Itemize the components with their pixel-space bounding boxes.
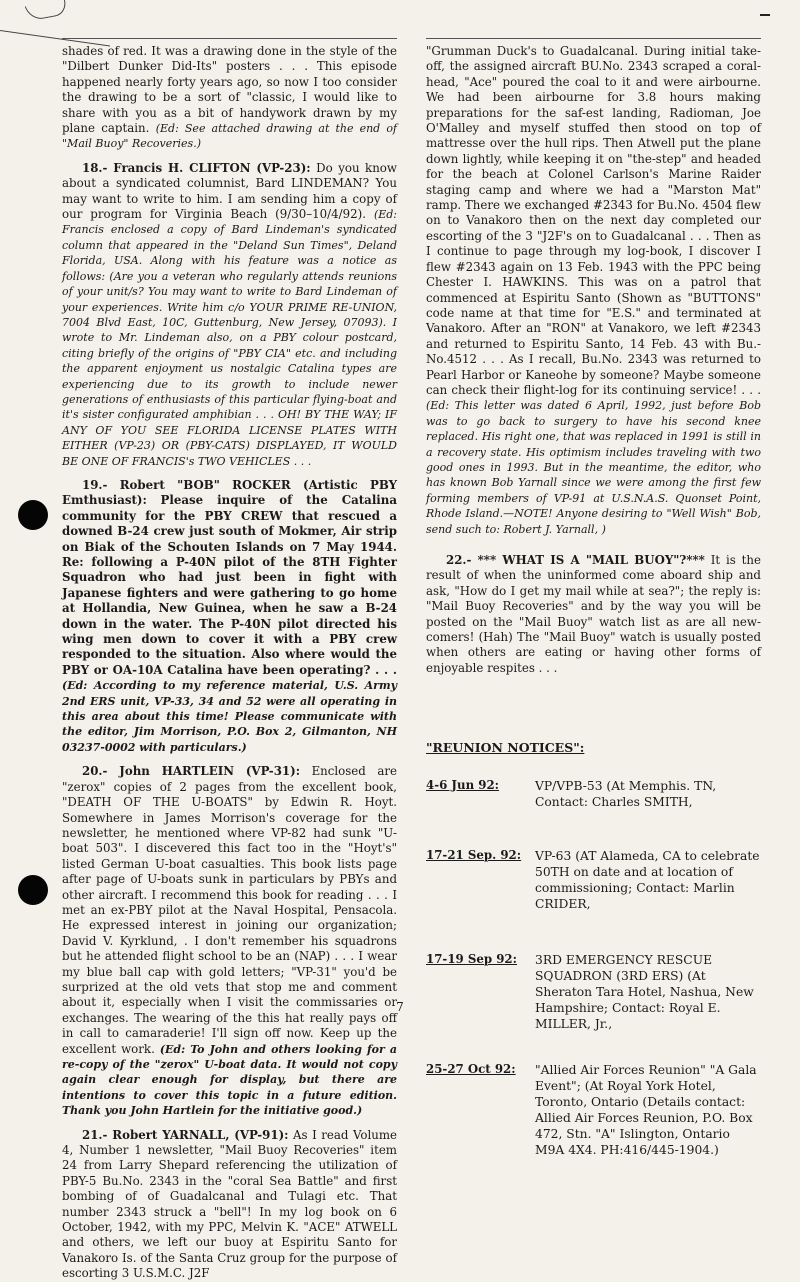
item-21: 21.- Robert YARNALL, (VP-91): As I read Volume 4, Number 1 newsletter, "Mail Buoy Recoveries" item 24 from Larry Shepard referencing the utilization of PBY-5 Bu.No. 2343 in the "coral Sea Battle" and first bombing of of Guadalcanal and Tulagi etc. That number 2343 struck a "bell"! In my log book on 6 October, 1942, with my PPC, Melvin K. "ACE" ATWELL and others, we left our buoy at Espiritu Santo for Vanakoro Is. of the Santa Cruz group for the purpose of escorting 3 U.S.M.C. J2F	[62, 1127, 398, 1281]
reunion-details: VP/VPB-53 (At Memphis. TN, Contact: Charles SMITH,	[535, 778, 717, 809]
reunion-details: "Allied Air Forces Reunion" "A Gala Event"; (At Royal York Hotel, Toronto, Ontario (Details contact: Allied Air Forces Reunion, P.O. Box 472, Stn. "A" Islington, Ontario M9A 4X4. PH:416/445-1904.)	[535, 1062, 757, 1157]
reunion-date: 17-21 Sep. 92:	[426, 847, 522, 862]
item-21-heading: 21.- Robert YARNALL, (VP-91):	[82, 1127, 289, 1142]
left-top-rule	[62, 38, 397, 39]
reunion-entry	[426, 952, 761, 1032]
editor-note: (Ed: To John and others looking for a re-copy of the "zerox" U-boat data. It would not copy again clear enough for display, but there are intentions to cover this topic in a future edition. Thank you John Hartlein for the initiative good.)	[62, 1042, 398, 1118]
item-20: 20.- John HARTLEIN (VP-31): Enclosed are "zerox" copies of 2 pages from the excellent book, "DEATH OF THE U-BOATS" by Edwin R. Hoyt. Somewhere in James Morrison's coverage for the newsletter, he mentioned where VP-82 had sunk "U-boat 503". I discevered this fact too in the "Hoyt's" listed German U-boat casualties. This book lists page after page of U-boats sunk in particulars by PBYs and other aircraft. I recommend this book for reading . . . I met an ex-PBY pilot at the Naval Hospital, Pensacola. He expressed interest in joining our organization; David V. Kyrklund, . I don't remember his squadrons but he attended flight school to be an (NAP) . . . I wear my blue ball cap with gold letters; "VP-31" you'd be surprized at the old vets that stop me and comment about it, especially when I visit the commissaries or exchanges. The wearing of the this hat really pays off in call to camaraderie! I'll sign off now. Keep up the excellent work. (Ed: To John and others looking for a re-copy of the "zerox" U-boat data. It would not copy again clear enough for display, but there are intentions to cover this topic in a future edition. Thank you John Hartlein for the initiative good.)	[62, 764, 398, 1118]
reunion-date: 4-6 Jun 92:	[426, 777, 500, 792]
item-21-continued: "Grumman Duck's to Guadalcanal. During initial take-off, the assigned aircraft BU.No. 2343 scraped a coral-head, "Ace" poured the coal to it and were airbourne. We had been airbourne for 3.8 hours making preparations for the saf-est landing, Radioman, Joe O'Malley and myself stuffed then stood on top of mattresse over the hull rips. Then Atwell put the plane down lightly, while keeping it on "the-step" and headed for the beach at Colonel Carlson's Marine Raider staging camp and where we had a "Marston Mat" ramp. There we exchanged #2343 for Bu.No. 4504 flew on to Vanakoro then on the next day completed our escorting of the 3 "J2F's on to Guadalcanal . . . Then as I continue to page through my log-book, I discover I flew #2343 again on 13 Feb. 1943 with the PPC being Chester I. HAWKINS. This was on a patrol that commenced at Espiritu Santo (Shown as "BUTTONS" code name at that time for "E.S." and terminated at Vanakoro. After an "RON" at Vanakoro, we left #2343 and returned to Espiritu Santo, 14 Feb. 43 with Bu.-No.4512 . . . As I recall, Bu.No. 2343 was returned to Pearl Harbor or Kaneohe by someone? Maybe someone can check their flight-log for its continuing service! . . . (Ed: This letter was dated 6 April, 1992, just before Bob was to go back to surgery to have his second knee replaced. His right one, that was replaced in 1991 is still in a recovery state. His optimism includes traveling with two good ones in 1993. But in the meantime, the editor, who has known Bob Yarnall since we were among the first few forming members of VP-91 at U.S.N.A.S. Quonset Point, Rhode Island.—NOTE! Anyone desiring to "Well Wish" Bob, send such to: Robert J. Yarnall, )	[426, 44, 761, 536]
reunion-entry	[426, 778, 761, 810]
intro-paragraph: shades of red. It was a drawing done in the style of the "Dilbert Dunker Did-Its" posters . . . This episode happened nearly forty years ago, so now I too consider the drawing to be a sort of "classic, I would like to share with you as a bit of handywork drawn by my plane captain. (Ed: See attached drawing at the end of "Mail Buoy" Recoveries.)	[62, 44, 398, 151]
item-22: 22.- *** WHAT IS A "MAIL BUOY"?*** It is the result of when the uninformed come aboard ship and ask, "How do I get my mail while at sea?"; the reply is: "Mail Buoy Recoveries" and by the way you will be posted on the "Mail Buoy" watch list as are all new-comers! (Hah) The "Mail Buoy" watch is usually posted when others are eating or having other forms of enjoyable respites . . .	[426, 553, 761, 675]
editor-note: (Ed: See attached drawing at the end of "Mail Buoy" Recoveries.)	[62, 122, 398, 151]
punch-hole-bottom	[18, 875, 48, 905]
reunion-date: 17-19 Sep 92:	[426, 951, 517, 966]
item-19-heading: 19.- Robert "BOB" ROCKER (Artistic PBY Emthusiast):	[62, 477, 397, 508]
reunion-entry	[426, 1062, 761, 1158]
item-18-heading: 18.- Francis H. CLIFTON (VP-23):	[82, 160, 311, 175]
reunion-entry	[426, 848, 761, 912]
corner-dash	[760, 14, 770, 16]
item-19: 19.- Robert "BOB" ROCKER (Artistic PBY Emthusiast): Please inquire of the Catalina community for the PBY CREW that rescued a downed B-24 crew just south of Mokmer, Air strip on Biak of the Schouten Islands on 7 May 1944. Re: following a P-40N pilot of the 8TH Fighter Squadron who had just been in fight with Japanese fighters and were gathering to go home at Hollandia, New Guinea, when he saw a B-24 down in the water. The P-40N pilot directed his wing men down to cover it with a PBY crew responded to the situation. Also where would the PBY or OA-10A Catalina have been operating? . . . (Ed: According to my reference material, U.S. Army 2nd ERS unit, VP-33, 34 and 52 were all operating in this area about this time! Please communicate with the editor, Jim Morrison, P.O. Box 2, Gilmanton, NH 03237-0002 with particulars.)	[62, 477, 398, 754]
left-column	[62, 44, 397, 1282]
editor-note: (Ed: This letter was dated 6 April, 1992, just before Bob was to go back to surgery to have his second knee replaced. His right one, that was replaced in 1991 is still in a recovery state. His optimism includes traveling with two good ones in 1993. But in the meantime, the editor, who has known Bob Yarnall since we were among the first few forming members of VP-91 at U.S.N.A.S. Quonset Point, Rhode Island.—NOTE! Anyone desiring to "Well Wish" Bob, send such to: Robert J. Yarnall, )	[426, 399, 761, 536]
editor-note: (Ed: Francis enclosed a copy of Bard Lindeman's syndicated column that appeared in the "Deland Sun Times", Deland Florida, USA. Along with his feature was a notice as follows: (Are you a veteran who regularly attends reunions of your unit/s? You may want to write to Bard Lindeman of your experiences. Write him c/o YOUR PRIME RE-UNION, 7004 Blvd East, 10C, Guttenburg, New Jersey, 07093). I wrote to Mr. Lindeman also, on a PBY colour postcard, citing briefly of the origins of "PBY CIA" etc. and including the apparent enjoyment us nostalgic Catalina types are experiencing due to its growth to include newer generations of enthusiasts of this particular flying-boat and it's sister configurated amphibian . . . OH! BY THE WAY; IF ANY OF YOU SEE FLORIDA LICENSE PLATES WITH EITHER (VP-23) OR (PBY-CATS) DISPLAYED, IT WOULD BE ONE OF FRANCIS's TWO VEHICLES . . .	[62, 208, 398, 468]
reunion-notices-heading: "REUNION NOTICES":	[426, 740, 585, 756]
right-column	[426, 44, 761, 1158]
punch-hole-top	[18, 500, 48, 530]
item-22-heading: 22.- *** WHAT IS A "MAIL BUOY"?***	[446, 553, 705, 567]
reunion-date: 25-27 Oct 92:	[426, 1061, 516, 1076]
editor-note: (Ed: According to my reference material, U.S. Army 2nd ERS unit, VP-33, 34 and 52 were all operating in this area about this time! Please communicate with the editor, Jim Morrison, P.O. Box 2, Gilmanton, NH 03237-0002 with particulars.)	[62, 679, 397, 754]
item-18: 18.- Francis H. CLIFTON (VP-23): Do you know about a syndicated columnist, Bard LINDEMAN? You may want to write to him. I am sending him a copy of our program for Virginia Beach (9/30–10/4/92). (Ed: Francis enclosed a copy of Bard Lindeman's syndicated column that appeared in the "Deland Sun Times", Deland Florida, USA. Along with his feature was a notice as follows: (Are you a veteran who regularly attends reunions of your unit/s? You may want to write to Bard Lindeman of your experiences. Write him c/o YOUR PRIME RE-UNION, 7004 Blvd East, 10C, Guttenburg, New Jersey, 07093). I wrote to Mr. Lindeman also, on a PBY colour postcard, citing briefly of the origins of "PBY CIA" etc. and including the apparent enjoyment us nostalgic Catalina types are experiencing due to its growth to include newer generations of enthusiasts of this particular flying-boat and it's sister configurated amphibian . . . OH! BY THE WAY; IF ANY OF YOU SEE FLORIDA LICENSE PLATES WITH EITHER (VP-23) OR (PBY-CATS) DISPLAYED, IT WOULD BE ONE OF FRANCIS's TWO VEHICLES . . .	[62, 160, 398, 468]
page-number: 7	[396, 1000, 404, 1014]
item-20-heading: 20.- John HARTLEIN (VP-31):	[82, 764, 301, 779]
right-top-rule	[426, 38, 761, 39]
reunion-details: 3RD EMERGENCY RESCUE SQUADRON (3RD ERS) (At Sheraton Tara Hotel, Nashua, New Hampshire; Contact: Royal E. MILLER, Jr.,	[535, 952, 754, 1031]
reunion-details: VP-63 (AT Alameda, CA to celebrate 50TH on date and at location of commissioning; Contact: Marlin CRIDER,	[535, 848, 760, 911]
corner-staple-mark	[0, 0, 110, 46]
